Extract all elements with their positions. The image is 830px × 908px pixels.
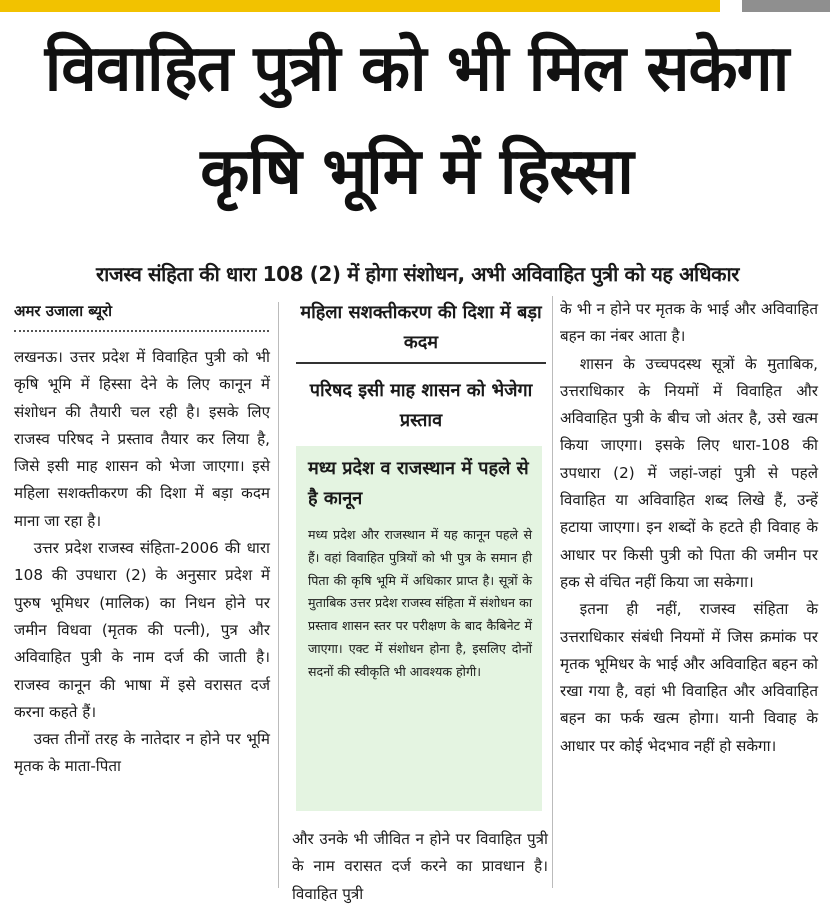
- top-gray-bar: [742, 0, 830, 12]
- article-column-2-bottom: [292, 826, 548, 908]
- column-divider-2: [552, 296, 553, 888]
- column2-paragraph: और उनके भी जीवित न होने पर विवाहित पुत्री के नाम वरासत दर्ज करने का प्रावधान है। विवाहित पुत्री: [292, 830, 548, 903]
- column3-paragraph-2: शासन के उच्चपदस्थ सूत्रों के मुताबिक, उत्तराधिकार के नियमों में विवाहित और अविवाहित पुत्री के बीच जो अंतर है, उसे खत्म किया जाएगा। इसके लिए धारा-108 की उपधारा (2) में जहां-जहां पुत्री से पहले विवाहित या अविवाहित शब्द लिखे हैं, उन्हें हटाया जाएगा। इन शब्दों के हटते ही विवाह के आधार पर किसी पुत्री को पिता की जमीन पर हक से वंचित नहीं किया जा सकेगा।: [560, 354, 818, 591]
- pullquote-2: परिषद इसी माह शासन को भेजेगा प्रस्ताव: [309, 380, 533, 431]
- column1-paragraph-3: उक्त तीनों तरह के नातेदार न होने पर भूमि मृतक के माता-पिता: [14, 730, 270, 776]
- top-color-bar: [0, 0, 720, 12]
- article-column-1: [14, 344, 270, 781]
- column3-paragraph-3: इतना ही नहीं, राजस्व संहिता के उत्तराधिकार संबंधी नियमों में जिस क्रमांक पर मृतक भूमिधर के भाई और अविवाहित बहन को रखा गया है, वहां भी विवाहित और अविवाहित बहन का फर्क खत्म होगा। यानी विवाह के आधार पर कोई भेदभाव नहीं हो सकेगा।: [560, 600, 818, 755]
- byline: अमर उजाला ब्यूरो: [14, 298, 269, 332]
- column1-paragraph-1: लखनऊ। उत्तर प्रदेश में विवाहित पुत्री को भी कृषि भूमि में हिस्सा देने के लिए कानून में संशोधन की तैयारी चल रही है। इसके लिए राजस्व परिषद ने प्रस्ताव तैयार कर लिया है, जिसे इसी माह शासन को भेजा जाएगा। इसे महिला सशक्तीकरण की दिशा में बड़ा कदम माना जा रहा है।: [14, 348, 270, 530]
- pullquote-1: महिला सशक्तीकरण की दिशा में बड़ा कदम: [296, 298, 546, 364]
- column-divider-1: [278, 302, 279, 888]
- article-column-3: [560, 296, 818, 760]
- column1-paragraph-2: उत्तर प्रदेश राजस्व संहिता-2006 की धारा 108 की उपधारा (2) के अनुसार प्रदेश में पुरुष भूमिधर (मालिक) का निधन होने पर जमीन विधवा (मृतक की पत्नी), पुत्र और अविवाहित पुत्री के नाम दर्ज की जाती है। राजस्व कानून की भाषा में इसे वरासत दर्ज करना कहते हैं।: [14, 539, 270, 721]
- headline: विवाहित पुत्री को भी मिल सकेगा कृषि भूमि में हिस्सा: [44, 32, 789, 209]
- subheadline: राजस्व संहिता की धारा 108 (2) में होगा संशोधन, अभी अविवाहित पुत्री को यह अधिकार: [95, 262, 740, 286]
- column3-paragraph-1: के भी न होने पर मृतक के भाई और अविवाहित बहन का नंबर आता है।: [560, 300, 818, 346]
- sidebar-box: [296, 446, 542, 811]
- sidebar-box-body: मध्य प्रदेश और राजस्थान में यह कानून पहले से हैं। वहां विवाहित पुत्रियों को भी पुत्र के समान ही पिता की कृषि भूमि में अधिकार प्राप्त है। सूत्रों के मुताबिक उत्तर प्रदेश राजस्व संहिता में संशोधन का प्रस्ताव शासन स्तर पर परीक्षण के बाद कैबिनेट में जाएगा। एक्ट में संशोधन होना है, इसलिए दोनों सदनों की स्वीकृति भी आवश्यक होगी।: [308, 527, 532, 679]
- sidebar-box-title: मध्य प्रदेश व राजस्थान में पहले से है कानून: [308, 458, 529, 509]
